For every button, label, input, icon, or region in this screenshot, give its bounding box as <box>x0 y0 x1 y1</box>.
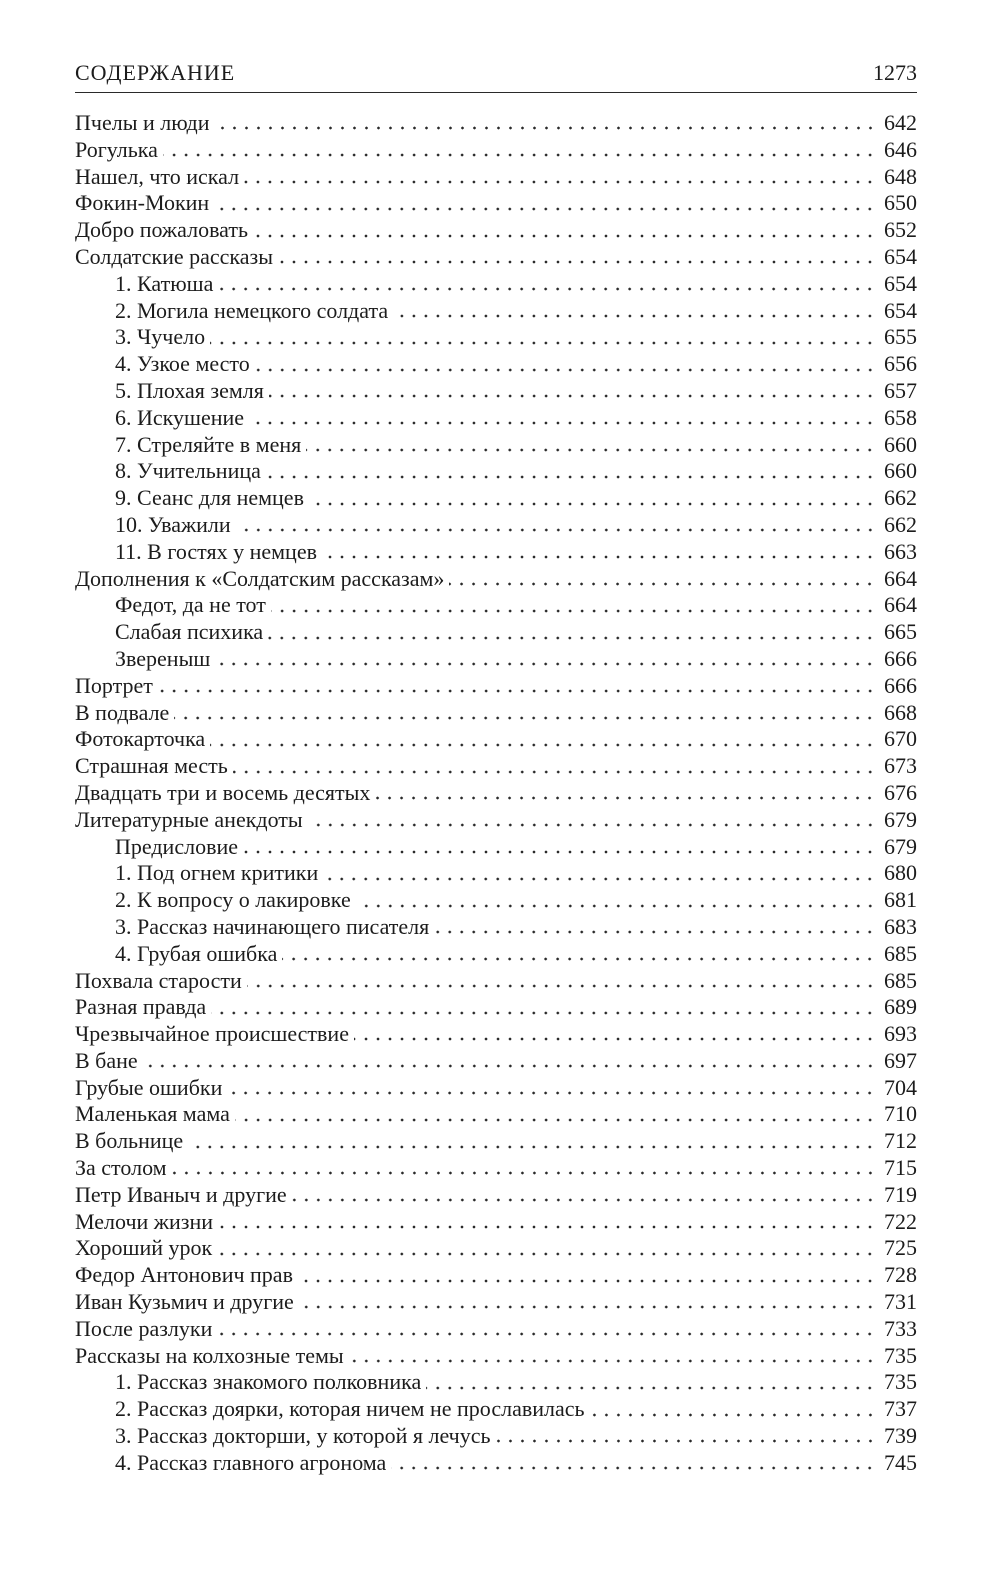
toc-entry-page-number: 658 <box>884 404 917 430</box>
dot-leader <box>271 607 876 615</box>
toc-entry-title: 4. Грубая ошибка <box>115 940 278 966</box>
book-page <box>75 60 917 1477</box>
toc-entry-page-number: 676 <box>884 779 917 805</box>
toc-entry <box>75 1155 917 1182</box>
toc-entry-page-number: 679 <box>884 806 917 832</box>
dot-leader <box>217 1250 876 1258</box>
toc-entry-title: 2. К вопросу о лакировке <box>115 887 351 913</box>
dot-leader <box>211 1009 876 1017</box>
dot-leader <box>496 1437 876 1445</box>
toc-subentry <box>75 941 917 968</box>
toc-entry-page-number: 662 <box>884 485 917 511</box>
toc-subentry <box>75 405 917 432</box>
toc-entry-page-number: 650 <box>884 190 917 216</box>
toc-entry-page-number: 652 <box>884 217 917 243</box>
toc-entry <box>75 1182 917 1209</box>
toc-subentry <box>75 592 917 619</box>
toc-entry-page-number: 655 <box>884 324 917 350</box>
dot-leader <box>282 955 876 963</box>
dot-leader <box>298 1277 876 1285</box>
toc-entry-title: Слабая психика <box>115 619 264 645</box>
toc-entry-page-number: 665 <box>884 619 917 645</box>
toc-entry-page-number: 664 <box>884 565 917 591</box>
toc-entry <box>75 1048 917 1075</box>
toc-entry-page-number: 680 <box>884 860 917 886</box>
toc-entry-page-number: 697 <box>884 1047 917 1073</box>
toc-entry-title: Маленькая мама <box>75 1101 230 1127</box>
toc-entry-title: Рассказы на колхозные темы <box>75 1342 344 1368</box>
toc-entry-page-number: 683 <box>884 913 917 939</box>
running-head <box>75 60 917 93</box>
toc-subentry <box>75 834 917 861</box>
toc-entry <box>75 1021 917 1048</box>
dot-leader <box>322 553 876 561</box>
dot-leader <box>247 982 876 990</box>
toc-entry-page-number: 681 <box>884 887 917 913</box>
dot-leader <box>227 1089 876 1097</box>
toc-entry-page-number: 664 <box>884 592 917 618</box>
toc-entry-page-number: 657 <box>884 377 917 403</box>
dot-leader <box>253 232 876 240</box>
toc-entry-title: Страшная месть <box>75 753 228 779</box>
toc-entry-title: Двадцать три и восемь десятых <box>75 779 371 805</box>
toc-entry-title: 5. Плохая земля <box>115 377 264 403</box>
toc-entry-title: Дополнения к «Солдатским рассказам» <box>75 565 445 591</box>
toc-entry-title: Портрет <box>75 672 153 698</box>
toc-entry-title: Звереныш <box>115 645 211 671</box>
dot-leader <box>210 339 876 347</box>
toc-entry <box>75 244 917 271</box>
toc-subentry <box>75 914 917 941</box>
dot-leader <box>590 1411 876 1419</box>
toc-entry-title: Нашел, что искал <box>75 163 240 189</box>
toc-entry-page-number: 719 <box>884 1181 917 1207</box>
toc-entry-title: В подвале <box>75 699 170 725</box>
dot-leader <box>218 285 876 293</box>
running-head-page-number: 1273 <box>873 60 917 85</box>
dot-leader <box>278 258 876 266</box>
dot-leader <box>243 848 876 856</box>
toc-entry <box>75 1101 917 1128</box>
toc-entry-page-number: 715 <box>884 1155 917 1181</box>
toc-entry <box>75 673 917 700</box>
toc-subentry <box>75 271 917 298</box>
dot-leader <box>449 580 876 588</box>
table-of-contents <box>75 110 917 1477</box>
toc-entry-page-number: 673 <box>884 753 917 779</box>
toc-entry-title: Федор Антонович прав <box>75 1262 293 1288</box>
dot-leader <box>249 419 876 427</box>
dot-leader <box>268 634 876 642</box>
toc-subentry <box>75 646 917 673</box>
toc-entry <box>75 1316 917 1343</box>
toc-entry <box>75 1209 917 1236</box>
toc-entry-page-number: 666 <box>884 672 917 698</box>
dot-leader <box>215 124 876 132</box>
running-head-title: СОДЕРЖАНИЕ <box>75 60 236 85</box>
dot-leader <box>233 768 876 776</box>
dot-leader <box>174 714 876 722</box>
toc-entry-title: Федот, да не тот <box>115 592 266 618</box>
toc-entry-page-number: 642 <box>884 110 917 135</box>
toc-entry-title: 9. Сеанс для немцев <box>115 485 304 511</box>
toc-entry <box>75 1289 917 1316</box>
toc-subentry <box>75 432 917 459</box>
toc-entry-title: Добро пожаловать <box>75 217 249 243</box>
toc-subentry <box>75 1396 917 1423</box>
toc-entry <box>75 994 917 1021</box>
toc-entry-page-number: 662 <box>884 511 917 537</box>
toc-entry <box>75 190 917 217</box>
toc-subentry <box>75 1423 917 1450</box>
dot-leader <box>236 526 876 534</box>
toc-entry-title: После разлуки <box>75 1315 213 1341</box>
toc-entry-page-number: 737 <box>884 1396 917 1422</box>
toc-entry-page-number: 668 <box>884 699 917 725</box>
dot-leader <box>323 875 876 883</box>
toc-entry-title: 11. В гостях у немцев <box>115 538 317 564</box>
toc-entry-title: 1. Под огнем критики <box>115 860 319 886</box>
toc-entry-title: За столом <box>75 1155 167 1181</box>
toc-entry-page-number: 704 <box>884 1074 917 1100</box>
toc-entry-title: Фокин-Мокин <box>75 190 210 216</box>
dot-leader <box>426 1384 876 1392</box>
toc-subentry <box>75 512 917 539</box>
toc-entry-page-number: 731 <box>884 1289 917 1315</box>
toc-entry-page-number: 685 <box>884 967 917 993</box>
toc-entry-page-number: 739 <box>884 1423 917 1449</box>
dot-leader <box>349 1357 876 1365</box>
dot-leader <box>215 660 876 668</box>
toc-subentry <box>75 860 917 887</box>
toc-entry-page-number: 745 <box>884 1449 917 1475</box>
toc-entry-title: В бане <box>75 1047 138 1073</box>
toc-entry-title: Чрезвычайное происшествие <box>75 1021 349 1047</box>
toc-entry-page-number: 654 <box>884 297 917 323</box>
toc-entry <box>75 807 917 834</box>
dot-leader <box>393 312 876 320</box>
toc-entry-title: Разная правда <box>75 994 207 1020</box>
toc-entry <box>75 1128 917 1155</box>
toc-entry-title: Хороший урок <box>75 1235 213 1261</box>
toc-entry-page-number: 654 <box>884 243 917 269</box>
dot-leader <box>309 500 876 508</box>
dot-leader <box>391 1464 876 1472</box>
toc-entry <box>75 1075 917 1102</box>
toc-entry <box>75 700 917 727</box>
toc-entry-title: 6. Искушение <box>115 404 245 430</box>
toc-entry-title: 1. Катюша <box>115 270 214 296</box>
toc-entry-title: Мелочи жизни <box>75 1208 213 1234</box>
dot-leader <box>158 687 876 695</box>
toc-entry-title: Рогулька <box>75 136 158 162</box>
dot-leader <box>299 1303 876 1311</box>
toc-entry-title: Грубые ошибки <box>75 1074 223 1100</box>
toc-entry <box>75 753 917 780</box>
toc-entry <box>75 726 917 753</box>
toc-entry-title: Солдатские рассказы <box>75 243 274 269</box>
dot-leader <box>235 1116 876 1124</box>
toc-entry-page-number: 722 <box>884 1208 917 1234</box>
toc-subentry <box>75 887 917 914</box>
toc-entry-title: 1. Рассказ знакомого полковника <box>115 1369 422 1395</box>
toc-entry-title: 4. Узкое место <box>115 351 250 377</box>
toc-entry <box>75 968 917 995</box>
toc-entry-title: 8. Учительница <box>115 458 261 484</box>
toc-entry-title: Предисловие <box>115 833 238 859</box>
dot-leader <box>434 928 876 936</box>
toc-subentry <box>75 1369 917 1396</box>
toc-entry-title: Фотокарточка <box>75 726 206 752</box>
toc-entry <box>75 217 917 244</box>
toc-subentry <box>75 619 917 646</box>
toc-subentry <box>75 458 917 485</box>
dot-leader <box>306 446 876 454</box>
toc-subentry <box>75 298 917 325</box>
toc-entry-title: 3. Рассказ докторши, у которой я лечусь <box>115 1423 491 1449</box>
toc-entry-title: Литературные анекдоты <box>75 806 303 832</box>
toc-entry-title: 4. Рассказ главного агронома <box>115 1449 387 1475</box>
toc-entry-page-number: 666 <box>884 645 917 671</box>
toc-subentry <box>75 539 917 566</box>
toc-entry-page-number: 712 <box>884 1128 917 1154</box>
dot-leader <box>218 1223 876 1231</box>
dot-leader <box>266 473 876 481</box>
dot-leader <box>255 366 876 374</box>
toc-entry-title: 3. Рассказ начинающего писателя <box>115 913 430 939</box>
dot-leader <box>188 1143 876 1151</box>
toc-entry-page-number: 660 <box>884 431 917 457</box>
toc-subentry <box>75 351 917 378</box>
toc-entry-page-number: 646 <box>884 136 917 162</box>
dot-leader <box>292 1196 876 1204</box>
toc-entry-title: Иван Кузьмич и другие <box>75 1289 294 1315</box>
toc-subentry <box>75 378 917 405</box>
dot-leader <box>269 392 876 400</box>
dot-leader <box>214 205 876 213</box>
toc-entry-title: 7. Стреляйте в меня <box>115 431 302 457</box>
toc-entry-title: Пчелы и люди <box>75 110 210 135</box>
toc-entry-page-number: 733 <box>884 1315 917 1341</box>
dot-leader <box>308 821 876 829</box>
toc-entry-title: 10. Уважили <box>115 511 231 537</box>
toc-entry-page-number: 663 <box>884 538 917 564</box>
toc-entry <box>75 780 917 807</box>
toc-entry <box>75 1343 917 1370</box>
toc-entry-page-number: 654 <box>884 270 917 296</box>
toc-entry-title: 2. Рассказ доярки, которая ничем не прославилась <box>115 1396 585 1422</box>
toc-entry-page-number: 670 <box>884 726 917 752</box>
toc-entry-page-number: 685 <box>884 940 917 966</box>
toc-entry-title: Похвала старости <box>75 967 242 993</box>
toc-subentry <box>75 1450 917 1477</box>
toc-entry <box>75 137 917 164</box>
toc-entry-page-number: 725 <box>884 1235 917 1261</box>
toc-entry-page-number: 735 <box>884 1369 917 1395</box>
toc-entry-title: 3. Чучело <box>115 324 206 350</box>
dot-leader <box>375 794 876 802</box>
toc-entry-page-number: 693 <box>884 1021 917 1047</box>
toc-entry-title: 2. Могила немецкого солдата <box>115 297 389 323</box>
toc-entry-page-number: 689 <box>884 994 917 1020</box>
toc-entry-page-number: 660 <box>884 458 917 484</box>
toc-entry-page-number: 648 <box>884 163 917 189</box>
dot-leader <box>354 1035 876 1043</box>
dot-leader <box>163 151 876 159</box>
dot-leader <box>217 1330 876 1338</box>
toc-subentry <box>75 485 917 512</box>
toc-entry <box>75 164 917 191</box>
toc-entry-page-number: 656 <box>884 351 917 377</box>
toc-entry-title: В больнице <box>75 1128 184 1154</box>
toc-entry <box>75 1235 917 1262</box>
dot-leader <box>356 902 876 910</box>
dot-leader <box>143 1062 876 1070</box>
toc-entry-page-number: 728 <box>884 1262 917 1288</box>
dot-leader <box>172 1169 876 1177</box>
toc-entry <box>75 110 917 137</box>
toc-entry <box>75 1262 917 1289</box>
toc-entry-page-number: 735 <box>884 1342 917 1368</box>
toc-subentry <box>75 324 917 351</box>
dot-leader <box>244 178 876 186</box>
toc-entry <box>75 566 917 593</box>
dot-leader <box>210 741 876 749</box>
toc-entry-page-number: 710 <box>884 1101 917 1127</box>
toc-entry-title: Петр Иваныч и другие <box>75 1181 287 1207</box>
toc-entry-page-number: 679 <box>884 833 917 859</box>
